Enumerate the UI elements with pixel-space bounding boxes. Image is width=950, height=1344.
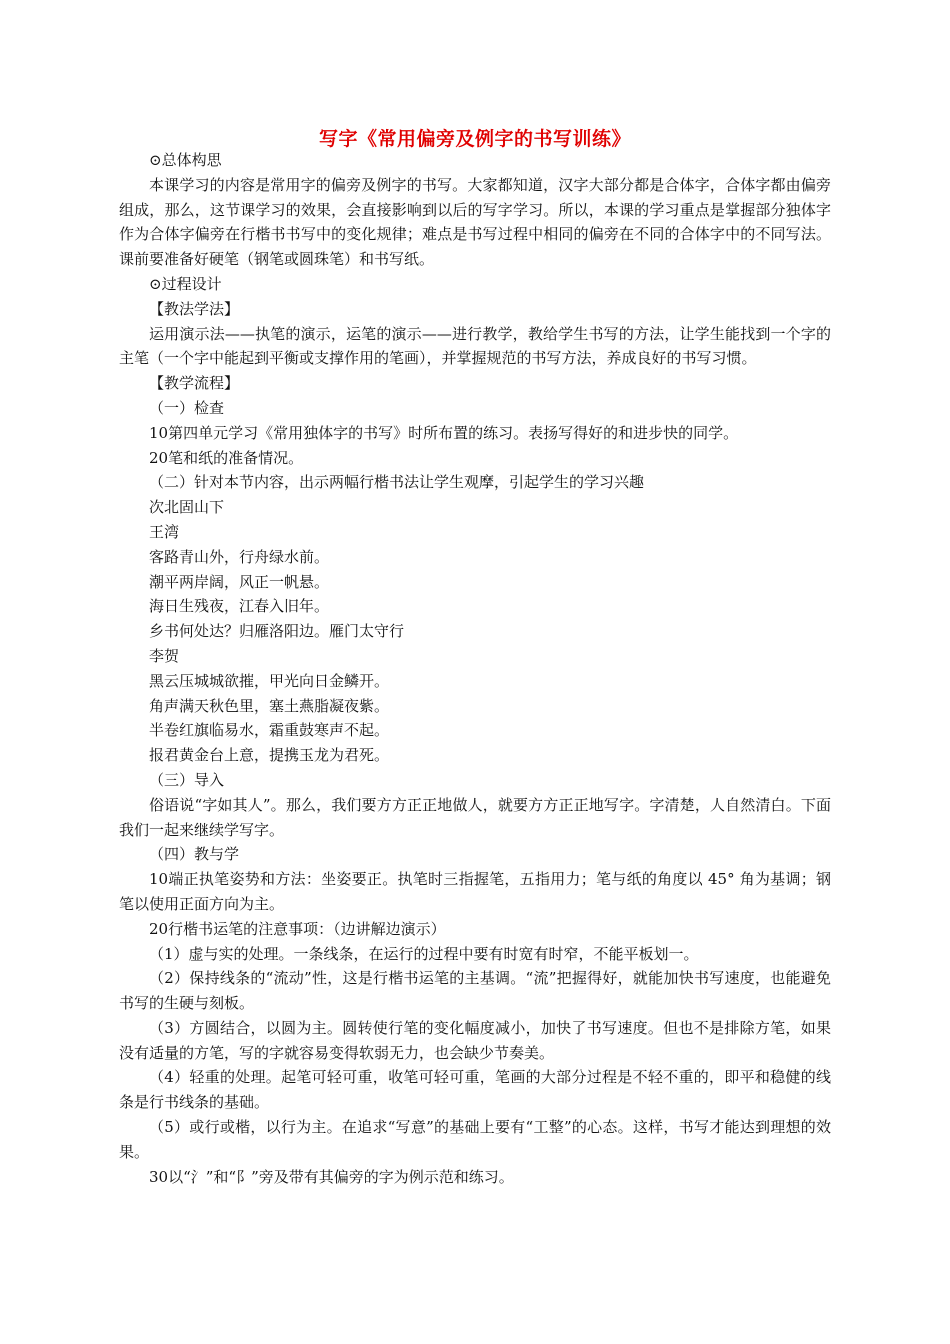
paragraph: 20笔和纸的准备情况。: [149, 448, 304, 467]
paragraph: 王湾: [149, 522, 180, 541]
paragraph: （3）方圆结合，以圆为主。圆转使行笔的变化幅度减小，加快了书写速度。但也不是排除方笔，如果没有适量的方笔，写的字就容易变得软弱无力，也会缺少节奏美。: [119, 1018, 831, 1062]
paragraph: ⊙总体构思: [149, 151, 222, 169]
paragraph: 报君黄金台上意，提携玉龙为君死。: [149, 746, 390, 765]
paragraph: 10端正执笔姿势和方法：坐姿要正。执笔时三指握笔，五指用力；笔与纸的角度以 45° 角为基调；钢笔以使用正面方向为主。: [119, 870, 831, 913]
paragraph: 俗语说“字如其人”。那么，我们要方方正正地做人，就要方方正正地写字。字清楚，人自然清白。下面我们一起来继续学写字。: [119, 795, 831, 839]
paragraph: （4）轻重的处理。起笔可轻可重，收笔可轻可重，笔画的大部分过程是不轻不重的，即平和稳健的线条是行书线条的基础。: [119, 1068, 831, 1112]
paragraph: 次北固山下: [149, 498, 225, 517]
paragraph: （5）或行或楷，以行为主。在追求“写意”的基础上要有“工整”的心态。这样，书写才能达到理想的效果。: [119, 1118, 831, 1161]
paragraph: （四）教与学: [149, 845, 240, 864]
paragraph: 运用演示法——执笔的演示，运笔的演示——进行教学，教给学生书写的方法，让学生能找到一个字的主笔（一个字中能起到平衡或支撑作用的笔画），并掌握规范的书写方法，养成良好的书写习惯。: [119, 324, 831, 368]
paragraph: 客路青山外，行舟绿水前。: [149, 547, 330, 566]
paragraph: （二）针对本节内容，出示两幅行楷书法让学生观摩，引起学生的学习兴趣: [149, 473, 645, 492]
paragraph: （2）保持线条的“流动”性，这是行楷书运笔的主基调。“流”把握得好，就能加快书写速度，也能避免书写的生硬与刻板。: [119, 969, 831, 1013]
paragraph: 角声满天秋色里，塞土燕脂凝夜紫。: [149, 696, 390, 715]
paragraph: 30以“氵”和“阝”旁及带有其偏旁的字为例示范和练习。: [149, 1167, 514, 1186]
document-body: [119, 148, 831, 1189]
paragraph: 【教学流程】: [149, 374, 240, 393]
paragraph: 本课学习的内容是常用字的偏旁及例字的书写。大家都知道，汉字大部分都是合体字，合体字都由偏旁组成，那么，这节课学习的效果，会直接影响到以后的写字学习。所以，本课的学习重点是掌握部分独体字作为合体字偏旁在行楷书书写中的变化规律；难点是书写过程中相同的偏旁在不同的合体字中的不同写法。课前要准备好硬笔（钢笔或圆珠笔）和书写纸。: [119, 175, 831, 269]
paragraph: 乡书何处达？归雁洛阳边。雁门太守行: [149, 622, 405, 641]
paragraph: 半卷红旗临易水，霜重鼓寒声不起。: [149, 721, 390, 740]
paragraph: （三）导入: [149, 770, 225, 789]
paragraph: （1）虚与实的处理。一条线条，在运行的过程中要有时宽有时窄，不能平板划一。: [149, 944, 699, 963]
paragraph: 10第四单元学习《常用独体字的书写》时所布置的练习。表扬写得好的和进步快的同学。: [149, 423, 739, 442]
document-title: 写字《常用偏旁及例字的书写训练》: [318, 128, 631, 150]
paragraph: 黑云压城城欲摧，甲光向日金鳞开。: [149, 671, 390, 690]
paragraph: 海日生残夜，江春入旧年。: [149, 597, 330, 616]
paragraph: 潮平两岸阔，风正一帆悬。: [149, 572, 330, 591]
paragraph: 【教法学法】: [149, 299, 240, 318]
paragraph: （一）检查: [149, 398, 225, 417]
paragraph: ⊙过程设计: [149, 274, 222, 293]
paragraph: 李贺: [149, 646, 180, 665]
paragraph: 20行楷书运笔的注意事项：（边讲解边演示）: [149, 919, 446, 938]
